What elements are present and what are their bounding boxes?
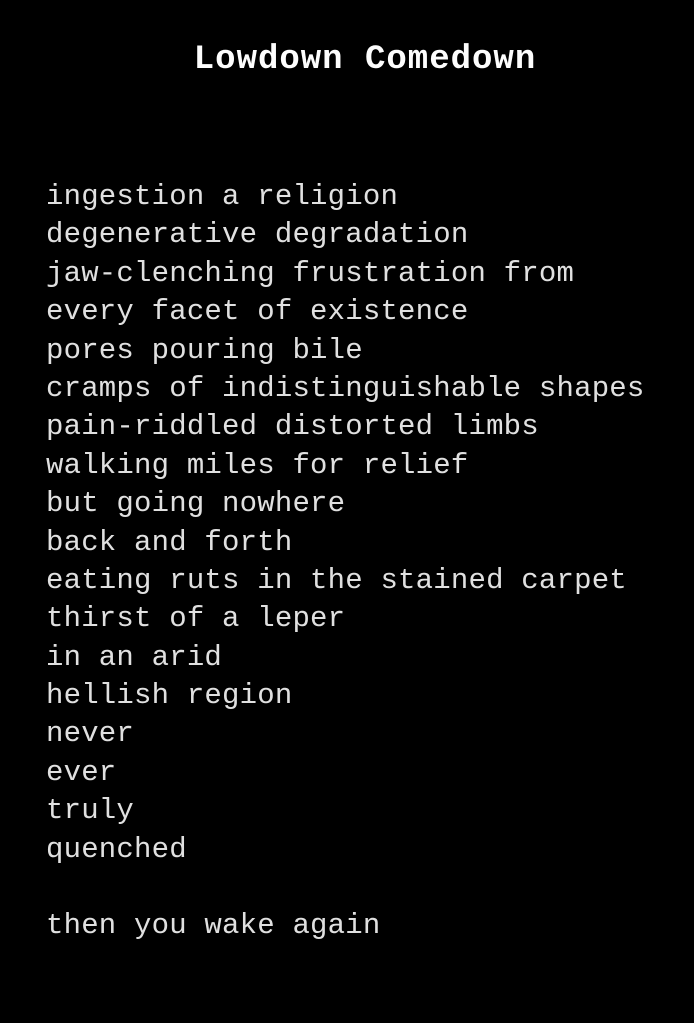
poem-line: ever <box>46 755 117 789</box>
poem-blank-line <box>46 869 694 907</box>
poem-line: every facet of existence <box>46 295 469 329</box>
poem-line: hellish region <box>46 679 293 713</box>
poem-title: Lowdown Comedown <box>193 41 537 79</box>
poem-line: walking miles for relief <box>46 448 469 482</box>
poem-line: thirst of a leper <box>46 602 346 636</box>
poem-line: jaw-clenching frustration from <box>46 256 575 290</box>
poem-line: ingestion a religion <box>46 180 399 213</box>
poem-line: but going nowhere <box>46 487 346 521</box>
poem-line: pores pouring bile <box>46 333 363 367</box>
poem-line: pain-riddled distorted limbs <box>46 410 539 444</box>
poem-line: then you wake again <box>46 909 381 943</box>
poem-line: eating ruts in the stained carpet <box>46 563 627 597</box>
poem-line: never <box>46 717 135 751</box>
poem-line: cramps of indistinguishable shapes <box>46 371 645 405</box>
poem-line: degenerative degradation <box>46 218 469 252</box>
poem-line: in an arid <box>46 640 223 674</box>
poem-body <box>0 178 694 946</box>
poem-line: quenched <box>46 832 187 866</box>
poem-line: truly <box>46 794 135 828</box>
poem-line: back and forth <box>46 525 293 559</box>
